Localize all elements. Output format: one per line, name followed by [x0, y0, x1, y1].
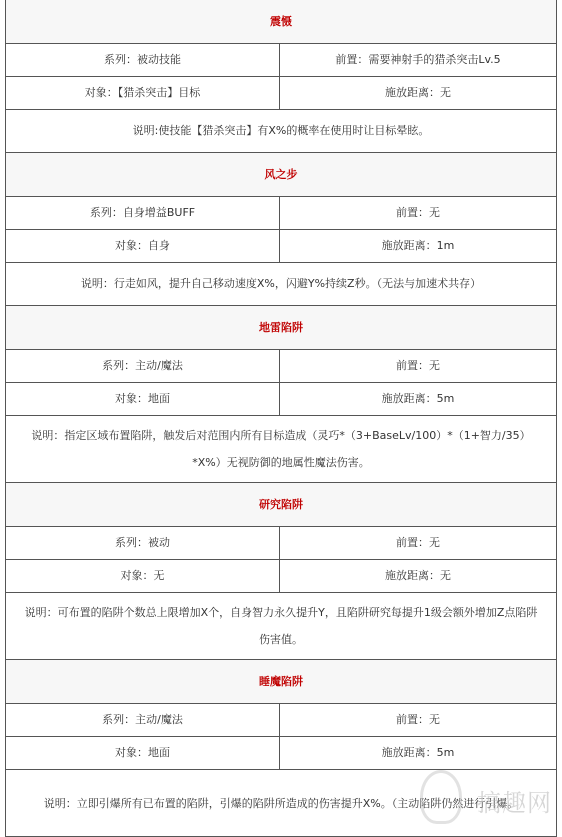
skill-target: 对象：无: [6, 560, 280, 593]
skill-range: 施放距离：5m: [280, 737, 557, 770]
skill-description: 说明：可布置的陷阱个数总上限增加X个，自身智力永久提升Y，且陷阱研究每提升1级会额外增加Z点陷阱伤害值。: [6, 593, 557, 660]
skill-series: 系列：被动技能: [6, 44, 280, 77]
skill-title: 研究陷阱: [6, 483, 557, 527]
watermark-logo-icon: [420, 770, 462, 824]
watermark-text: 搞趣网: [477, 789, 552, 817]
skill-prerequisite: 前置：需要神射手的猎杀突击Lv.5: [280, 44, 557, 77]
skill-range: 施放距离：无: [280, 560, 557, 593]
skill-title: 风之步: [6, 153, 557, 197]
skill-series: 系列：自身增益BUFF: [6, 197, 280, 230]
skill-target: 对象：地面: [6, 737, 280, 770]
skill-prerequisite: 前置：无: [280, 197, 557, 230]
skill-range: 施放距离：5m: [280, 383, 557, 416]
skill-range: 施放距离：1m: [280, 230, 557, 263]
skill-target: 对象：自身: [6, 230, 280, 263]
skill-prerequisite: 前置：无: [280, 704, 557, 737]
skill-prerequisite: 前置：无: [280, 350, 557, 383]
skill-description: 说明:使技能【猎杀突击】有X%的概率在使用时让目标晕眩。: [6, 110, 557, 153]
skill-prerequisite: 前置：无: [280, 527, 557, 560]
skill-target: 对象：【猎杀突击】目标: [6, 77, 280, 110]
skill-target: 对象：地面: [6, 383, 280, 416]
skill-series: 系列：主动/魔法: [6, 704, 280, 737]
skill-description: 说明：立即引爆所有已布置的陷阱，引爆的陷阱所造成的伤害提升X%。（主动陷阱仍然进行引爆。: [6, 770, 557, 837]
skill-title: 睡魔陷阱: [6, 660, 557, 704]
skill-description: 说明：行走如风，提升自己移动速度X%，闪避Y%持续Z秒。（无法与加速术共存）: [6, 263, 557, 306]
skill-table: [5, 0, 557, 837]
skill-series: 系列：主动/魔法: [6, 350, 280, 383]
skill-range: 施放距离：无: [280, 77, 557, 110]
skill-title: 震慑: [6, 0, 557, 44]
skill-title: 地雷陷阱: [6, 306, 557, 350]
skill-series: 系列：被动: [6, 527, 280, 560]
skill-description: 说明：指定区域布置陷阱，触发后对范围内所有目标造成（灵巧*（3+BaseLv/100）*（1+智力/35）*X%）无视防御的地属性魔法伤害。: [6, 416, 557, 483]
